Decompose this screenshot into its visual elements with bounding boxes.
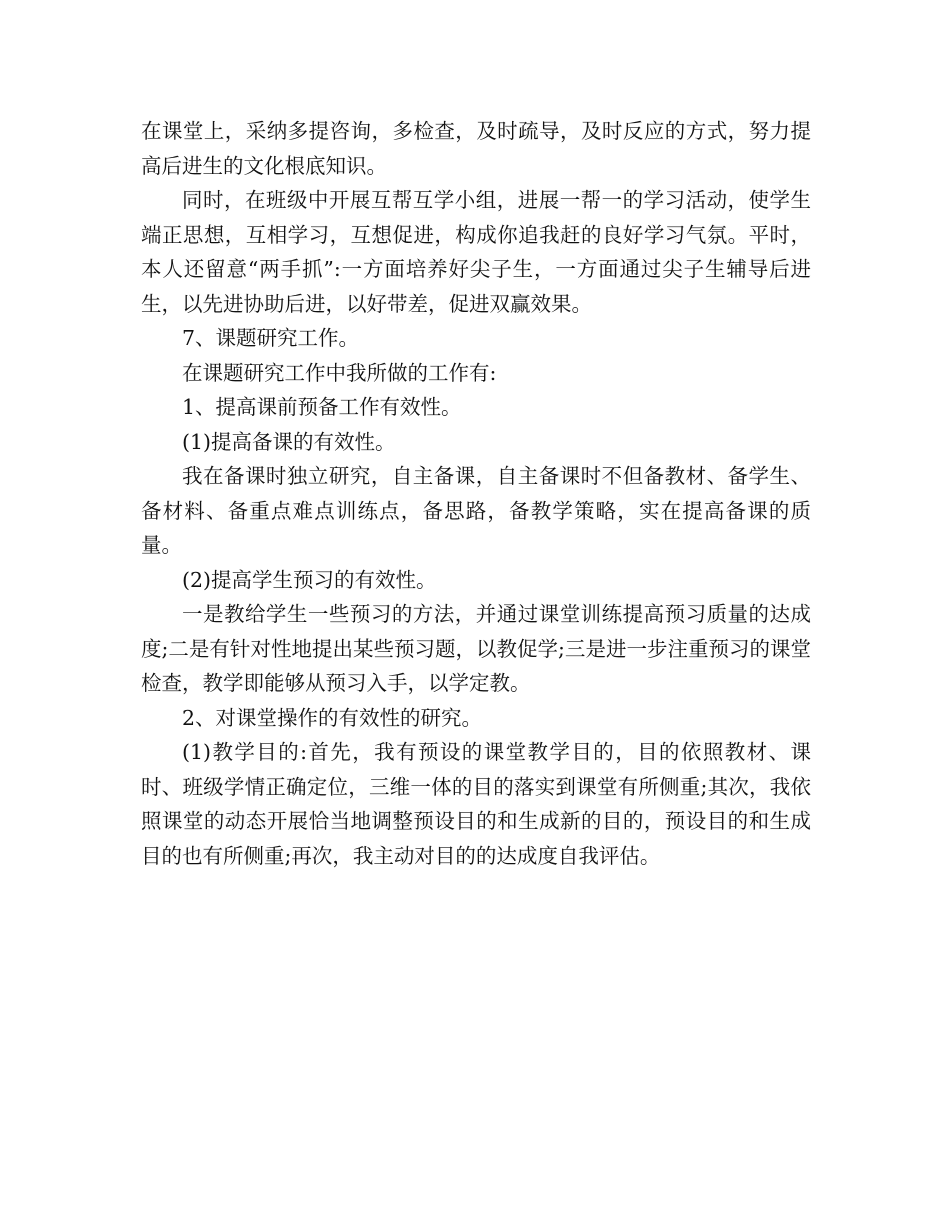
paragraph-2: 同时，在班级中开展互帮互学小组，进展一帮一的学习活动，使学生端正思想，互相学习，互想促进，构成你追我赶的良好学习气氛。平时，本人还留意“两手抓”:一方面培养好尖子生，一方面通过尖子生辅导后进生，以先进协助后进，以好带差，促进双赢效果。 [141, 188, 811, 316]
subheading-1: 1、提高课前预备工作有效性。 [182, 395, 462, 419]
paragraph-lesson-prep: 我在备课时独立研究，自主备课，自主备课时不但备教材、备学生、备材料、备重点难点训练点，备思路，备教学策略，实在提高备课的质量。 [141, 464, 811, 557]
subheading-1-2: (2)提高学生预习的有效性。 [182, 567, 437, 592]
subheading-1-1: (1)提高备课的有效性。 [182, 429, 396, 454]
subheading-2: 2、对课堂操作的有效性的研究。 [182, 705, 483, 730]
paragraph-teaching-goals: (1)教学目的:首先，我有预设的课堂教学目的，目的依照教材、课时、班级学情正确定位，三维一体的目的落实到课堂有所侧重;其次，我依照课堂的动态开展恰当地调整预设目的和生成新的目的，预设目的和生成目的也有所侧重;再次，我主动对目的的达成度自我评估。 [141, 740, 811, 868]
document-body [141, 114, 811, 873]
paragraph-intro: 在课题研究工作中我所做的工作有: [182, 360, 497, 385]
paragraph-1: 在课堂上，采纳多提咨询，多检查，及时疏导，及时反应的方式，努力提高后进生的文化根底知识。 [141, 119, 811, 178]
section-heading-7: 7、课题研究工作。 [182, 326, 360, 350]
paragraph-preview: 一是教给学生一些预习的方法，并通过课堂训练提高预习质量的达成度;二是有针对性地提出某些预习题，以教促学;三是进一步注重预习的课堂检查，教学即能够从预习入手，以学定教。 [141, 602, 811, 695]
